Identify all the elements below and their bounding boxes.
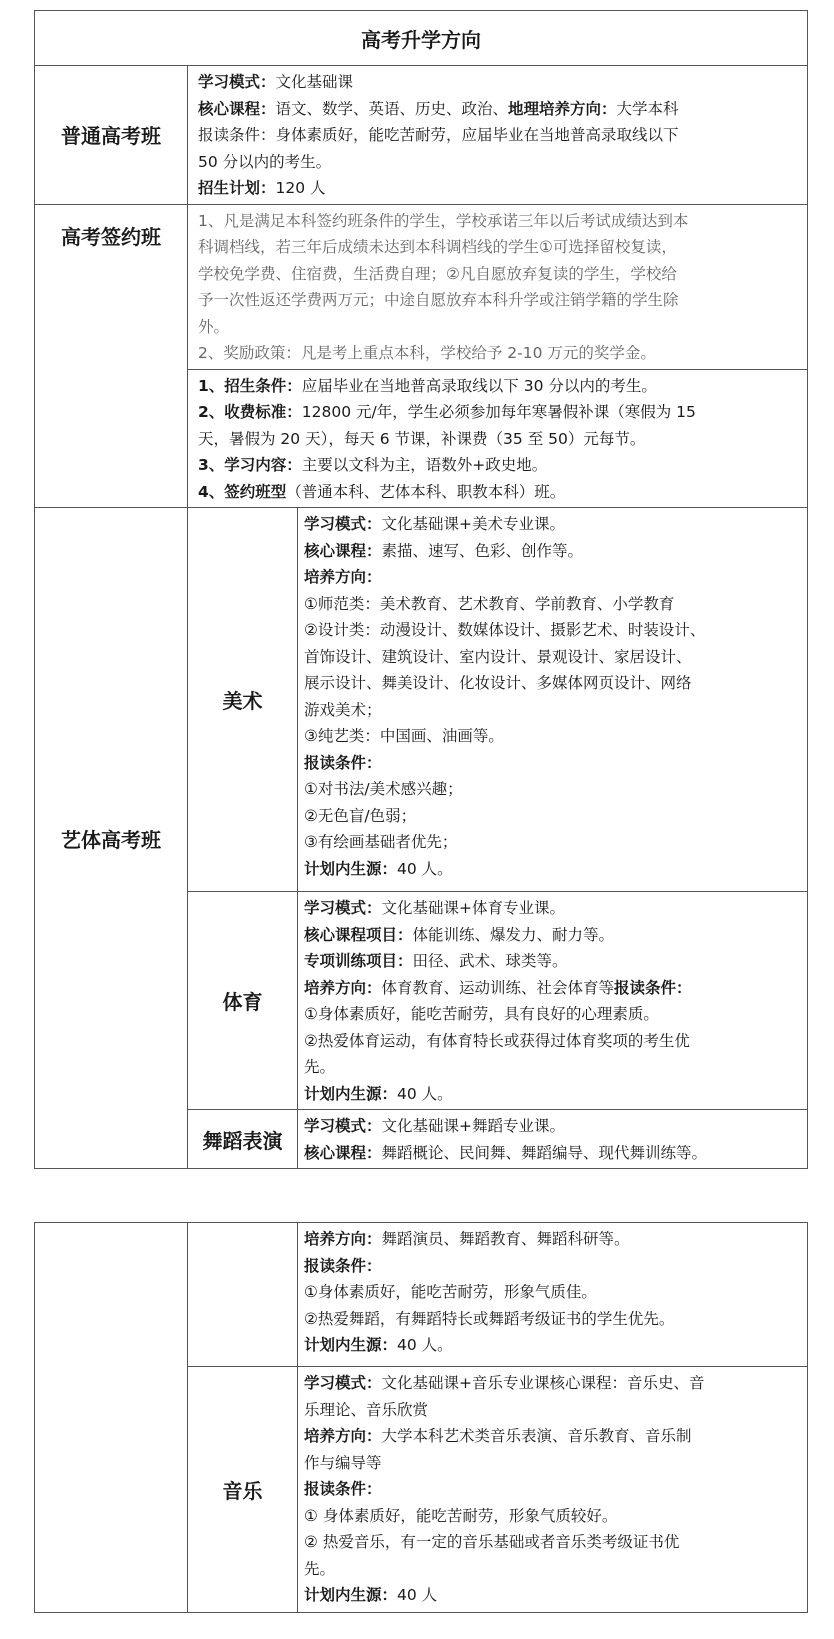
- text-line: 培养方向：: [304, 568, 382, 586]
- text-line: 50 分以内的考生。: [198, 152, 332, 171]
- text-line: ①身体素质好，能吃苦耐劳，形象气质佳。: [304, 1283, 597, 1301]
- text-line: ①身体素质好，能吃苦耐劳，具有良好的心理素质。: [304, 1005, 659, 1023]
- sub-tiyu: 体育: [188, 892, 298, 1110]
- text-line: 先。: [304, 1559, 336, 1578]
- text-line: 报读条件：身体素质好，能吃苦耐劳，应届毕业在当地普高录取线以下: [198, 126, 679, 144]
- text-line: 核心课程：舞蹈概论、民间舞、舞蹈编导、现代舞训练等。: [304, 1143, 708, 1162]
- sub-wudao: 舞蹈表演: [188, 1110, 298, 1169]
- text-line: 游戏美术；: [304, 700, 382, 719]
- text-line: 乐理论、音乐欣赏: [304, 1400, 429, 1419]
- text-line: 培养方向：体育教育、运动训练、社会体育等报读条件：: [304, 978, 692, 997]
- text-line: 3、学习内容：主要以文科为主，语数外+政史地。: [198, 456, 548, 474]
- text-line: 培养方向：大学本科艺术类音乐表演、音乐教育、音乐制: [304, 1427, 692, 1445]
- meishu-content: [298, 508, 808, 892]
- text-line: ①师范类：美术教育、艺术教育、学前教育、小学教育: [304, 594, 675, 613]
- text-line: 首饰设计、建筑设计、室内设计、景观设计、家居设计、: [304, 647, 692, 666]
- text-line: 报读条件：: [304, 1256, 382, 1275]
- text-line: 培养方向：舞蹈演员、舞蹈教育、舞蹈科研等。: [304, 1230, 630, 1248]
- text-line: 核心课程项目：体能训练、爆发力、耐力等。: [304, 925, 615, 944]
- text-line: 科调档线，若三年后成绩未达到本科调档线的学生①可选择留校复读，: [198, 238, 677, 256]
- wudao-content-continued: [298, 1223, 808, 1367]
- text-line: 计划内生源：40 人。: [304, 1336, 453, 1354]
- text-line: 先。: [304, 1058, 336, 1076]
- text-line: 计划内生源：40 人。: [304, 1084, 453, 1103]
- text-line: 计划内生源：40 人: [304, 1586, 438, 1604]
- text-line: 核心课程：素描、速写、色彩、创作等。: [304, 541, 584, 560]
- text-line: 学校免学费、住宿费，生活费自理；②凡自愿放弃复读的学生，学校给: [198, 264, 677, 283]
- text-line: 学习模式：文化基础课+舞蹈专业课。: [304, 1117, 566, 1135]
- category-qianyue: 高考签约班: [35, 204, 188, 508]
- text-line: 1、招生条件：应届毕业在当地普高录取线以下 30 分以内的考生。: [198, 376, 657, 395]
- text-line: 核心课程：语文、数学、英语、历史、政治、地理培养方向：大学本科: [198, 99, 679, 118]
- text-line: 招生计划：120 人: [198, 179, 326, 197]
- putong-content: [188, 66, 808, 205]
- text-line: ② 热爱音乐，有一定的音乐基础或者音乐类考级证书优: [304, 1533, 680, 1551]
- text-line: 予一次性返还学费两万元；中途自愿放弃本科升学或注销学籍的学生除: [198, 291, 679, 309]
- text-line: 学习模式：文化基础课+音乐专业课核心课程：音乐史、音: [304, 1374, 705, 1392]
- text-line: ②设计类：动漫设计、数媒体设计、摄影艺术、时装设计、: [304, 621, 706, 639]
- text-line: 专项训练项目：田径、武术、球类等。: [304, 952, 568, 970]
- text-line: ① 身体素质好，能吃苦耐劳，形象气质较好。: [304, 1506, 618, 1525]
- sub-wudao-continued: [188, 1223, 298, 1367]
- text-line: 外。: [198, 317, 230, 336]
- text-line: ③有绘画基础者优先；: [304, 833, 458, 851]
- category-yiti-continued: [35, 1223, 188, 1613]
- yinyue-content: [298, 1367, 808, 1613]
- text-line: 4、签约班型（普通本科、艺体本科、职教本科）班。: [198, 482, 566, 501]
- wudao-content: [298, 1110, 808, 1169]
- sub-meishu: 美术: [188, 508, 298, 892]
- admission-table-continued: [34, 1222, 808, 1613]
- text-line: ①对书法/美术感兴趣；: [304, 780, 463, 798]
- qianyue-policy: [188, 204, 808, 369]
- category-yiti: 艺体高考班: [35, 508, 188, 1169]
- text-line: ②热爱舞蹈，有舞蹈特长或舞蹈考级证书的学生优先。: [304, 1309, 675, 1328]
- text-line: ②热爱体育运动，有体育特长或获得过体育奖项的考生优: [304, 1031, 690, 1050]
- text-line: 作与编导等: [304, 1453, 382, 1472]
- qianyue-terms: [188, 369, 808, 508]
- text-line: 1、凡是满足本科签约班条件的学生，学校承诺三年以后考试成绩达到本: [198, 211, 689, 230]
- text-line: 2、奖励政策：凡是考上重点本科，学校给予 2-10 万元的奖学金。: [198, 344, 656, 362]
- text-line: 报读条件：: [304, 753, 382, 772]
- admission-table: [34, 10, 808, 1169]
- sub-yinyue: 音乐: [188, 1367, 298, 1613]
- text-line: 2、收费标准：12800 元/年，学生必须参加每年寒暑假补课（寒假为 15: [198, 403, 696, 421]
- text-line: 学习模式：文化基础课+美术专业课。: [304, 515, 566, 533]
- category-putong: 普通高考班: [35, 66, 188, 205]
- text-line: 学习模式：文化基础课+体育专业课。: [304, 899, 566, 917]
- text-line: 展示设计、舞美设计、化妆设计、多媒体网页设计、网络: [304, 674, 692, 692]
- text-line: 学习模式：文化基础课: [198, 73, 354, 91]
- text-line: ③纯艺类：中国画、油画等。: [304, 727, 504, 745]
- text-line: 报读条件：: [304, 1480, 382, 1498]
- text-line: 天，暑假为 20 天），每天 6 节课，补课费（35 至 50）元每节。: [198, 429, 646, 448]
- table-title: 高考升学方向: [35, 11, 808, 66]
- text-line: ②无色盲/色弱；: [304, 806, 417, 825]
- text-line: 计划内生源：40 人。: [304, 859, 453, 878]
- tiyu-content: [298, 892, 808, 1110]
